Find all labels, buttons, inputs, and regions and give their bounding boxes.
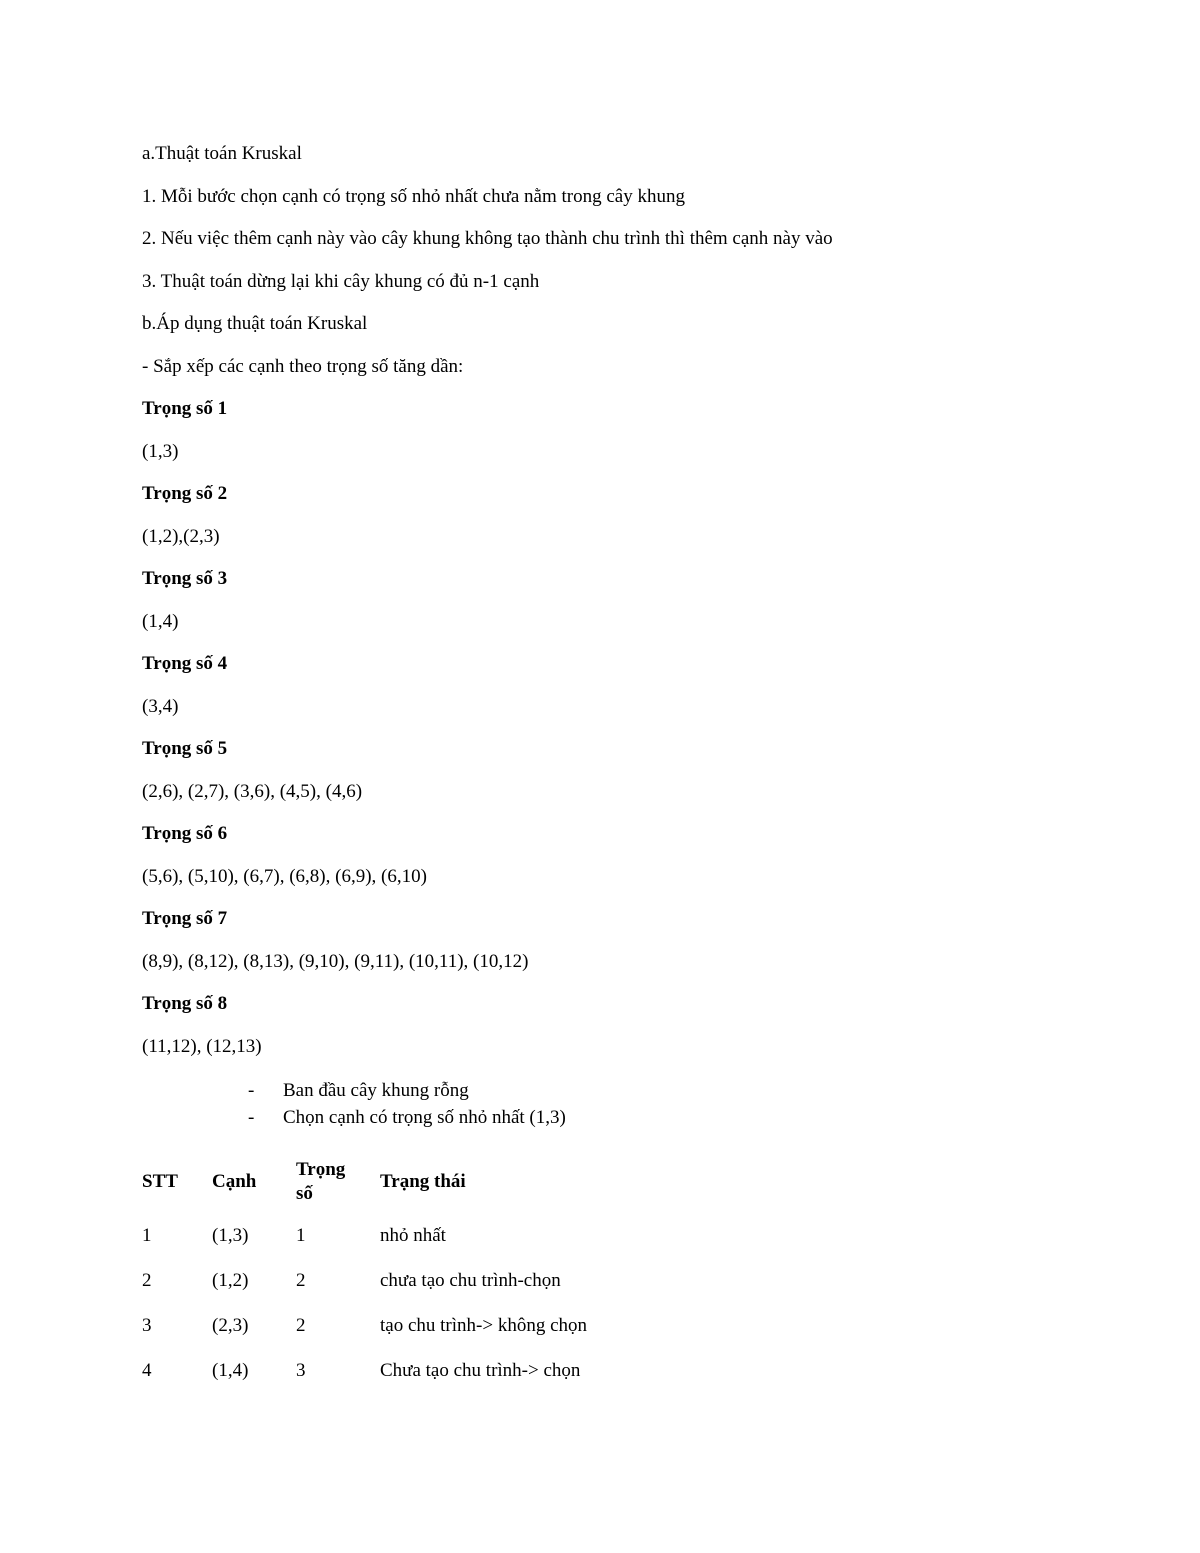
list-item [142,1104,1102,1131]
table-row [142,1213,680,1258]
weight-group-label: Trọng số 7 [142,908,228,929]
document-content [142,142,1102,1393]
weight-group-edges: (11,12), (12,13) [142,1035,262,1057]
algorithm-step-3: 3. Thuật toán dừng lại khi cây khung có đủ n-1 cạnh [142,270,540,292]
cell-edge: (1,4) [212,1359,249,1381]
kruskal-steps-table [142,1151,680,1393]
cell-stt: 1 [142,1224,152,1246]
heading-apply-kruskal: b.Áp dụng thuật toán Kruskal [142,313,368,334]
cell-weight: 3 [296,1359,306,1381]
header-edge: Cạnh [212,1171,257,1192]
list-item [142,1077,1102,1104]
weight-group-edges: (8,9), (8,12), (8,13), (9,10), (9,11), (10,11), (10,12) [142,950,529,972]
sort-edges-note: - Sắp xếp các cạnh theo trọng số tăng dần: [142,355,464,377]
algorithm-step-2: 2. Nếu việc thêm cạnh này vào cây khung không tạo thành chu trình thì thêm cạnh này vào [142,228,833,249]
bullet-text: Chọn cạnh có trọng số nhỏ nhất (1,3) [283,1107,566,1128]
header-stt: STT [142,1171,178,1192]
weight-group-label: Trọng số 1 [142,398,228,419]
cell-stt: 2 [142,1269,152,1291]
cell-weight: 1 [296,1224,306,1246]
weight-group-label: Trọng số 8 [142,993,228,1014]
heading-kruskal-algorithm: a.Thuật toán Kruskal [142,143,302,164]
algorithm-step-1: 1. Mỗi bước chọn cạnh có trọng số nhỏ nhất chưa nằm trong cây khung [142,185,685,207]
table-header-row [142,1151,680,1213]
weight-group-edges: (1,3) [142,440,179,462]
header-weight [296,1151,380,1213]
cell-status: chưa tạo chu trình-chọn [380,1269,561,1291]
table-row [142,1303,680,1348]
weight-group-label: Trọng số 4 [142,653,228,674]
weight-group-label: Trọng số 2 [142,483,228,504]
cell-edge: (1,2) [212,1269,249,1291]
weight-group-label: Trọng số 6 [142,823,228,844]
cell-status: tạo chu trình-> không chọn [380,1314,588,1336]
table-row [142,1258,680,1303]
cell-stt: 4 [142,1359,152,1381]
weight-group-label: Trọng số 5 [142,738,228,759]
cell-status: nhỏ nhất [380,1224,446,1246]
cell-weight: 2 [296,1269,306,1291]
weight-group-edges: (2,6), (2,7), (3,6), (4,5), (4,6) [142,780,363,802]
weight-group-edges: (5,6), (5,10), (6,7), (6,8), (6,9), (6,10) [142,865,427,887]
weight-group-edges: (1,4) [142,610,179,632]
weight-group-edges: (3,4) [142,695,179,717]
steps-bullet-list [142,1077,1102,1131]
cell-weight: 2 [296,1314,306,1336]
cell-status: Chưa tạo chu trình-> chọn [380,1359,581,1381]
bullet-dash: - [248,1080,255,1101]
cell-stt: 3 [142,1314,152,1336]
header-status: Trạng thái [380,1171,466,1192]
table-row [142,1348,680,1393]
bullet-text: Ban đầu cây khung rỗng [283,1080,469,1101]
weight-group-label: Trọng số 3 [142,568,228,589]
header-weight-line1: Trọng [296,1159,346,1180]
cell-edge: (2,3) [212,1314,249,1336]
weight-group-edges: (1,2),(2,3) [142,525,220,547]
header-weight-line2: số [296,1183,313,1204]
cell-edge: (1,3) [212,1224,249,1246]
bullet-dash: - [248,1107,255,1128]
